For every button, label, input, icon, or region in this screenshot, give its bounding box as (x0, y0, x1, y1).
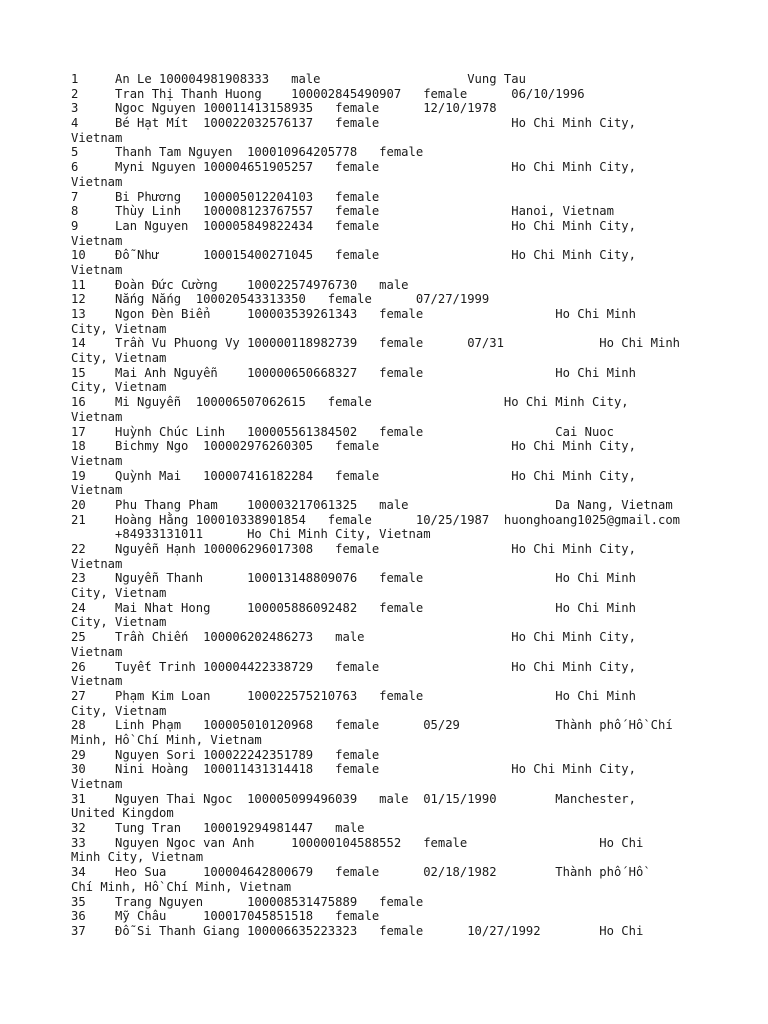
document-line: 8 Thùy Linh 100008123767557 female Hanoi, Vietnam (71, 204, 614, 219)
document-line: 7 Bi Phương 100005012204103 female (71, 189, 380, 204)
document-line: City, Vietnam (71, 321, 167, 336)
document-line: City, Vietnam (71, 703, 167, 718)
document-line: 30 Nini Hoàng 100011431314418 female Ho Chi Minh City, (71, 762, 636, 777)
document-line: 14 Trần Vu Phuong Vy 100000118982739 female 07/31 Ho Chi Minh (71, 336, 681, 351)
document-line: 29 Nguyen Sori 100022242351789 female (71, 747, 380, 762)
document-line: 25 Trần Chiến 100006202486273 male Ho Chi Minh City, (71, 630, 636, 645)
document-line: 31 Nguyen Thai Ngoc 100005099496039 male 01/15/1990 Manchester, (71, 791, 636, 806)
document-line: 1 An Le 100004981908333 male Vung Tau (71, 72, 526, 86)
document-line: 13 Ngon Đèn Biển 100003539261343 female Ho Chi Minh (71, 307, 636, 321)
document-line: Vietnam (71, 262, 123, 277)
document-line: 35 Trang Nguyen 100008531475889 female (71, 894, 424, 909)
document-line: 27 Phạm Kim Loan 100022575210763 female Ho Chi Minh (71, 688, 636, 703)
document-line: 23 Nguyễn Thanh 100013148809076 female Ho Chi Minh (71, 571, 636, 586)
document-line: 37 Đỗ Si Thanh Giang 100006635223323 female 10/27/1992 Ho Chi (71, 923, 644, 938)
document-line: 15 Mai Anh Nguyễn 100000650668327 female Ho Chi Minh (71, 365, 636, 380)
document-line: 21 Hoàng Hằng 100010338901854 female 10/25/1987 huonghoang1025@gmail.com (71, 512, 681, 527)
document-line: 28 Linh Phạm 100005010120968 female 05/29 Thành phố Hồ Chí (71, 718, 673, 733)
document-line: Minh City, Vietnam (71, 850, 204, 865)
document-line: 20 Phu Thang Pham 100003217061325 male Da Nang, Vietnam (71, 497, 673, 512)
document-line: Vietnam (71, 777, 123, 791)
document-line: 19 Quỳnh Mai 100007416182284 female Ho Chi Minh City, (71, 468, 636, 483)
document-line: 24 Mai Nhat Hong 100005886092482 female Ho Chi Minh (71, 600, 636, 615)
document-line: +84933131011 Ho Chi Minh City, Vietnam (71, 527, 431, 542)
document-line: 36 Mỹ Châu 100017045851518 female (71, 909, 380, 924)
document-line: Vietnam (71, 174, 123, 189)
document-line: 9 Lan Nguyen 100005849822434 female Ho Chi Minh City, (71, 218, 636, 233)
document-line: 17 Huỳnh Chúc Linh 100005561384502 female Cai Nuoc (71, 424, 614, 439)
document-line: 32 Tung Tran 100019294981447 male (71, 821, 365, 836)
document-line: 11 Đoàn Đức Cường 100022574976730 male (71, 277, 409, 292)
document-line: Vietnam (71, 233, 123, 248)
document-line: Vietnam (71, 483, 123, 498)
document-body (71, 72, 711, 939)
document-line: Vietnam (71, 409, 123, 424)
document-line: 2 Tran Thị Thanh Huong 100002845490907 female 06/10/1996 (71, 86, 585, 101)
document-line: Minh, Hồ Chí Minh, Vietnam (71, 732, 262, 747)
document-line: Chí Minh, Hồ Chí Minh, Vietnam (71, 879, 292, 894)
document-line: 16 Mi Nguyễn 100006507062615 female Ho Chi Minh City, (71, 395, 629, 410)
document-line: 26 Tuyết Trinh 100004422338729 female Ho Chi Minh City, (71, 659, 636, 674)
document-line: Vietnam (71, 556, 123, 571)
document-line: Vietnam (71, 674, 123, 689)
document-line: 6 Myni Nguyen 100004651905257 female Ho Chi Minh City, (71, 160, 636, 175)
document-line: Vietnam (71, 130, 123, 145)
document-line: 22 Nguyễn Hạnh 100006296017308 female Ho Chi Minh City, (71, 542, 636, 556)
document-line: 3 Ngoc Nguyen 100011413158935 female 12/10/1978 (71, 101, 497, 116)
document-line: City, Vietnam (71, 380, 167, 395)
document-line: 12 Nắng Nắng 100020543313350 female 07/27/1999 (71, 292, 490, 307)
document-line: Vietnam (71, 453, 123, 468)
document-line: Vietnam (71, 644, 123, 659)
document-line: City, Vietnam (71, 351, 167, 366)
document-line: City, Vietnam (71, 615, 167, 630)
document-line: 4 Bé Hạt Mít 100022032576137 female Ho Chi Minh City, (71, 116, 636, 131)
document-line: 18 Bichmy Ngo 100002976260305 female Ho Chi Minh City, (71, 439, 636, 454)
document-line: 10 Đỗ Như 100015400271045 female Ho Chi Minh City, (71, 248, 636, 263)
document-line: 34 Heo Sua 100004642800679 female 02/18/1982 Thành phố Hồ (71, 865, 644, 880)
document-line: 33 Nguyen Ngoc van Anh 100000104588552 female Ho Chi (71, 835, 644, 850)
document-line: 5 Thanh Tam Nguyen 100010964205778 female (71, 145, 424, 160)
document-line: United Kingdom (71, 806, 174, 821)
document-line: City, Vietnam (71, 586, 167, 601)
